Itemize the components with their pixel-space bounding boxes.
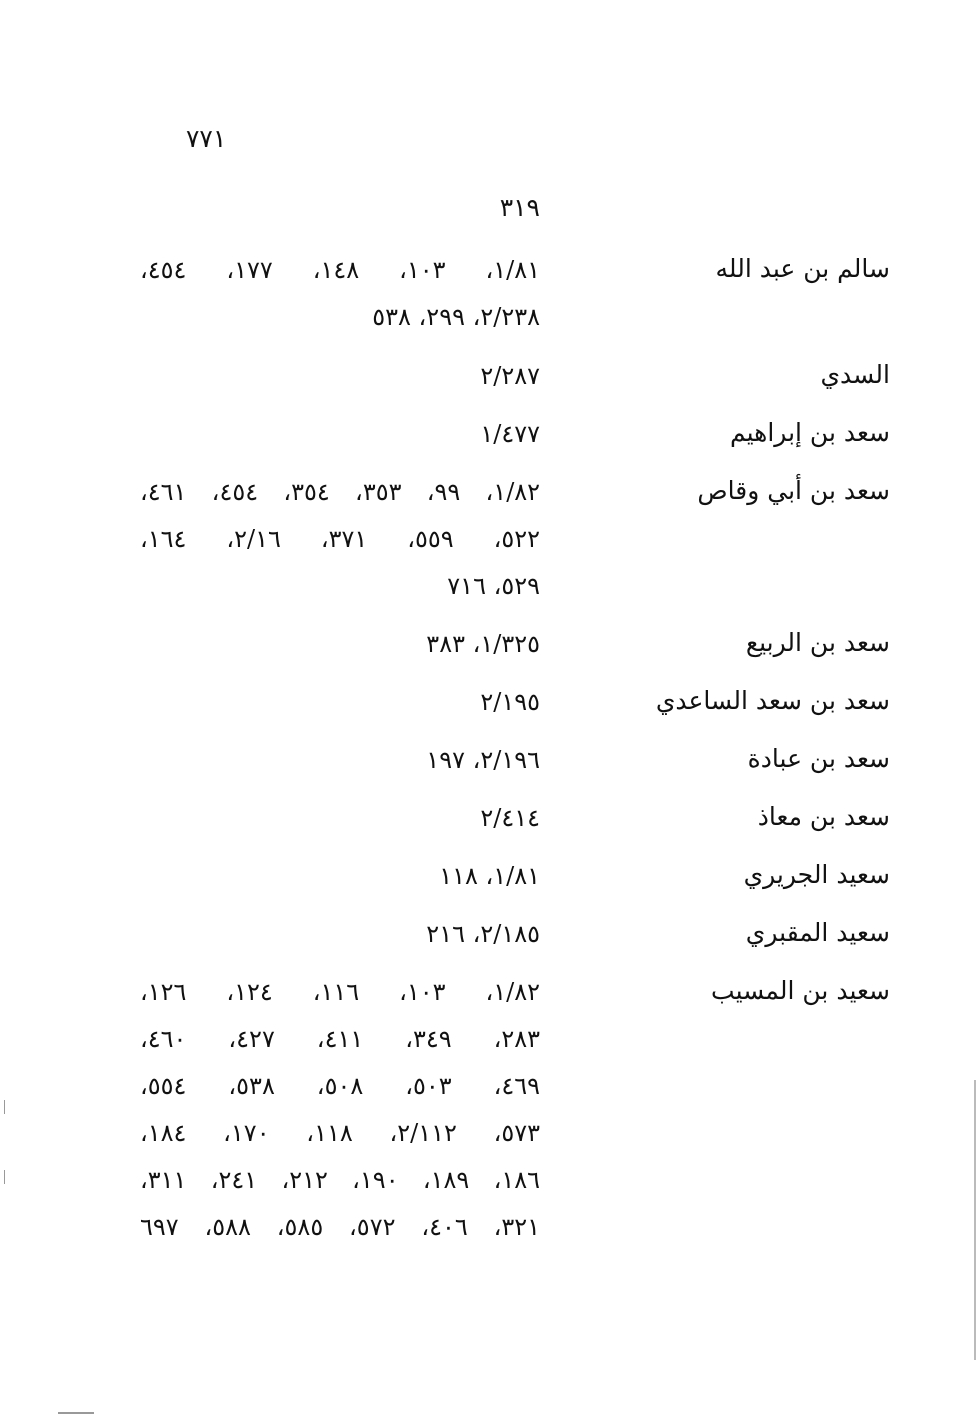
reference-line: ١٨٦، ١٨٩، ١٩٠، ٢١٢، ٢٤١، ٣١١،: [140, 1166, 541, 1194]
entry-name: سعد بن أبي وقاص: [697, 476, 890, 505]
reference-line: ٥٧٣، ٢/١١٢، ١١٨، ١٧٠، ١٨٤،: [140, 1119, 541, 1147]
entry-references: [140, 686, 540, 733]
reference-line: ١/٨١، ١٠٣، ١٤٨، ١٧٧، ٤٥٤،: [140, 256, 541, 284]
reference-line: ٥٢٢، ٥٥٩، ٣٧١، ٢/١٦، ١٦٤،: [140, 525, 541, 553]
scan-mark: [58, 1412, 94, 1414]
scan-mark: [4, 1100, 5, 1114]
reference-line: ٣٢١، ٤٠٦، ٥٧٢، ٥٨٥، ٥٨٨، ٦٩٧: [140, 1213, 540, 1241]
entry-name: سعد بن معاذ: [757, 802, 890, 831]
reference-line: ١/٤٧٧: [480, 420, 540, 448]
page-number: ٧٧١: [186, 124, 227, 153]
entry-references: [140, 918, 540, 965]
entry-name: سعد بن سعد الساعدي: [655, 686, 890, 715]
reference-line: ٤٦٩، ٥٠٣، ٥٠٨، ٥٣٨، ٥٥٤،: [140, 1072, 541, 1100]
entry-name: سعد بن إبراهيم: [729, 418, 890, 447]
scan-mark: [4, 1170, 5, 1184]
reference-line: ٥٢٩، ٧١٦: [447, 572, 540, 600]
reference-line: ١/٨٢، ١٠٣، ١١٦، ١٢٤، ١٢٦،: [140, 978, 541, 1006]
reference-line: ١/٨٢، ٩٩، ٣٥٣، ٣٥٤، ٤٥٤، ٤٦١،: [140, 478, 541, 506]
reference-line: ٢/٤١٤: [480, 804, 540, 832]
reference-line: ١/٨١، ١١٨: [439, 862, 540, 890]
entry-references: [140, 802, 540, 849]
entry-name: سالم بن عبد الله: [715, 254, 890, 283]
entry-references: [140, 418, 540, 465]
entry-name: سعيد الجريري: [743, 860, 890, 889]
reference-line: ١/٣٢٥، ٣٨٣: [426, 630, 540, 658]
entry-name: سعد بن عبادة: [747, 744, 890, 773]
entry-references: [140, 628, 540, 675]
reference-line: ٢/٢٣٨، ٢٩٩، ٥٣٨: [372, 303, 540, 331]
entry-references: [140, 860, 540, 907]
entry-references: [140, 476, 540, 617]
entry-references: [140, 976, 540, 1258]
entry-name: السدي: [820, 360, 890, 389]
entry-references: [140, 254, 540, 348]
reference-line: ٢٨٣، ٣٤٩، ٤١١، ٤٢٧، ٤٦٠،: [140, 1025, 541, 1053]
entry-name: سعد بن الربيع: [745, 628, 890, 657]
reference-line: ٢/١٩٦، ١٩٧: [426, 746, 540, 774]
entry-name: سعيد المقبري: [745, 918, 890, 947]
entry-references: [140, 744, 540, 791]
continuation-reference: ٣١٩: [499, 193, 540, 222]
reference-line: ٢/١٨٥، ٢١٦: [426, 920, 540, 948]
scan-edge-line: [974, 1080, 976, 1360]
reference-line: ٢/٢٨٧: [480, 362, 540, 390]
entry-references: [140, 360, 540, 407]
reference-line: ٢/١٩٥: [480, 688, 540, 716]
entry-name: سعيد بن المسيب: [711, 976, 890, 1005]
